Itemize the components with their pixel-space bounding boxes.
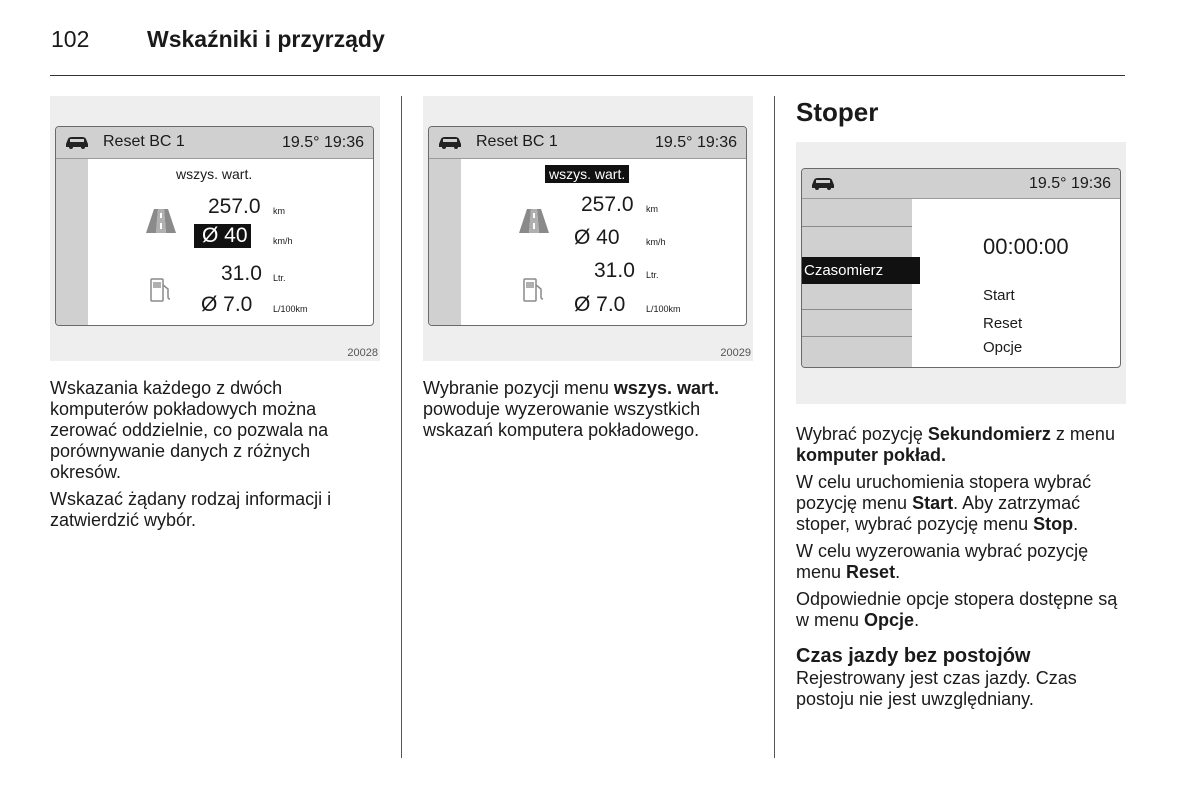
page-header — [50, 26, 1125, 76]
car-icon — [64, 135, 90, 149]
avg-speed-value-selected: Ø 40 — [194, 224, 251, 248]
figure-trip-computer-2 — [423, 96, 753, 361]
car-icon — [810, 176, 836, 190]
fuel-value: 31.0 — [594, 259, 635, 282]
subsection-title: Czas jazdy bez postojów — [796, 645, 1031, 667]
display-screen — [801, 168, 1121, 368]
column-3-text — [796, 424, 1131, 716]
display-side-strip — [429, 159, 461, 325]
stopwatch-time: 00:00:00 — [983, 234, 1069, 259]
temperature-time: 19.5° 19:36 — [1028, 175, 1111, 192]
distance-value: 257.0 — [581, 193, 634, 216]
display-screen — [55, 126, 374, 326]
option-reset: Reset — [983, 315, 1023, 332]
display-screen — [428, 126, 747, 326]
paragraph: Wybranie pozycji menu wszys. wart. powoduje wyzerowanie wszystkich wskazań komputera pokładowego. — [423, 378, 719, 440]
fuel-pump-icon — [149, 277, 173, 303]
figure-code: 20029 — [720, 347, 751, 359]
column-2-text — [423, 378, 758, 447]
page-title: Wskaźniki i przyrządy — [147, 26, 385, 52]
menu-label-all-values: wszys. wart. — [176, 166, 253, 182]
page-number: 102 — [51, 26, 90, 52]
display-header-label: Reset BC 1 — [103, 133, 185, 150]
fuel-value: 31.0 — [221, 262, 262, 285]
figure-code: 20028 — [347, 347, 378, 359]
paragraph: Rejestrowany jest czas jazdy. Czas postoju nie jest uwzględniany. — [796, 668, 1077, 709]
avg-consumption-value: Ø 7.0 — [201, 293, 253, 316]
fuel-unit: Ltr. — [646, 270, 659, 280]
section-title: Stoper — [796, 97, 879, 127]
distance-value: 257.0 — [208, 195, 261, 218]
figure-trip-computer-1 — [50, 96, 380, 361]
distance-unit: km — [646, 204, 658, 214]
option-start: Start — [983, 287, 1015, 304]
temperature-time: 19.5° 19:36 — [654, 134, 737, 151]
menu-item-czasomierz-selected: Czasomierz — [802, 257, 920, 284]
paragraph: Wybrać pozycję Sekundomierz z menu komputer pokład. — [796, 424, 1115, 465]
avg-consumption-unit: L/100km — [273, 304, 308, 314]
menu-label-all-values-selected: wszys. wart. — [545, 165, 629, 183]
display-header — [56, 127, 373, 159]
avg-consumption-unit: L/100km — [646, 304, 681, 314]
menu-divider — [802, 226, 912, 227]
display-side-strip — [56, 159, 88, 325]
option-opcje: Opcje — [983, 339, 1023, 356]
road-icon — [146, 209, 176, 233]
column-1-text — [50, 378, 380, 537]
avg-speed-unit: km/h — [273, 236, 293, 246]
column-divider — [774, 96, 775, 758]
paragraph: W celu wyzerowania wybrać pozycję menu Reset. — [796, 541, 1089, 582]
paragraph: Odpowiednie opcje stopera dostępne są w menu Opcje. — [796, 589, 1118, 630]
menu-divider — [802, 309, 912, 310]
paragraph: Wskazać żądany rodzaj informacji i zatwierdzić wybór. — [50, 489, 332, 530]
paragraph: Wskazania każdego z dwóch komputerów pokładowych można zerować oddzielnie, co pozwala na porównywanie danych z różnych okresów. — [50, 378, 329, 482]
avg-consumption-value: Ø 7.0 — [574, 293, 626, 316]
distance-unit: km — [273, 206, 285, 216]
fuel-pump-icon — [522, 277, 546, 303]
column-divider — [401, 96, 402, 758]
road-icon — [519, 209, 549, 233]
figure-stopwatch — [796, 142, 1126, 404]
paragraph: W celu uruchomienia stopera wybrać pozycję menu Start. Aby zatrzymać stoper, wybrać pozycję menu Stop. — [796, 472, 1092, 534]
avg-speed-value: Ø 40 — [574, 226, 620, 249]
fuel-unit: Ltr. — [273, 273, 286, 283]
menu-divider — [802, 336, 912, 337]
car-icon — [437, 135, 463, 149]
temperature-time: 19.5° 19:36 — [281, 134, 364, 151]
display-header — [802, 169, 1120, 199]
display-header — [429, 127, 746, 159]
avg-speed-unit: km/h — [646, 237, 666, 247]
display-header-label: Reset BC 1 — [476, 133, 558, 150]
